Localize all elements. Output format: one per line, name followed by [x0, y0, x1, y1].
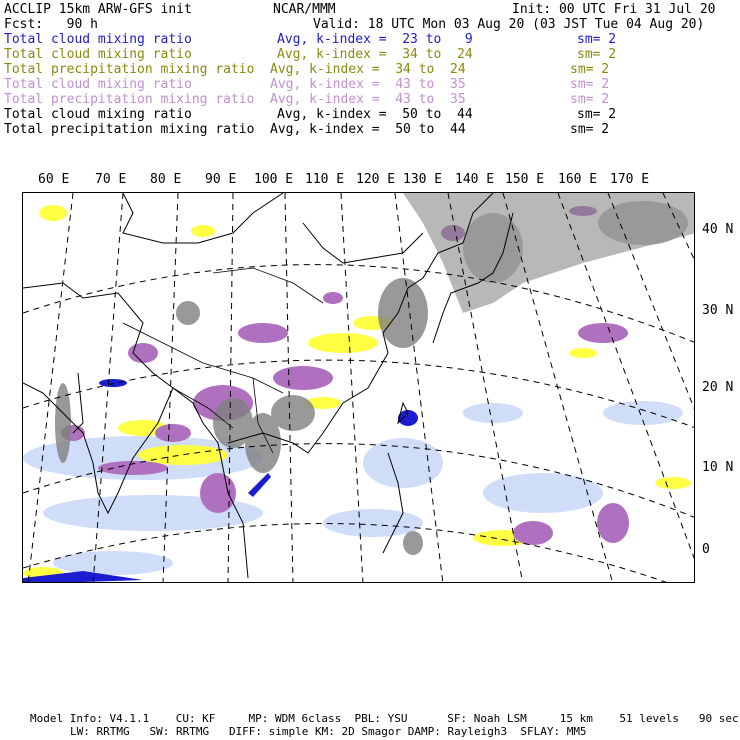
lon-label: 80 E — [150, 172, 182, 187]
legend-sm-0: sm= 2 — [577, 32, 617, 47]
legend-range-0: Avg, k-index = 23 to 9 — [277, 32, 473, 47]
model-title: ACCLIP 15km ARW-GFS init — [4, 2, 192, 17]
lat-label: 0 — [702, 542, 710, 557]
legend-sm-5: sm= 2 — [577, 107, 617, 122]
footer-model-info: Model Info: V4.1.1 CU: KF MP: WDM 6class PBL: YSU SF: Noah LSM 15 km 51 levels 90 sec — [30, 712, 739, 725]
valid-time: Valid: 18 UTC Mon 03 Aug 20 (03 JST Tue 04 Aug 20) — [313, 17, 705, 32]
legend-range-5: Avg, k-index = 50 to 44 — [277, 107, 473, 122]
lat-label: 40 N — [702, 222, 734, 237]
legend-sm-3: sm= 2 — [570, 77, 610, 92]
legend-range-2: Avg, k-index = 34 to 24 — [270, 62, 466, 77]
legend-range-6: Avg, k-index = 50 to 44 — [270, 122, 466, 137]
legend-field-2: Total precipitation mixing ratio — [4, 62, 255, 77]
lon-label: 90 E — [205, 172, 237, 187]
lon-label: 170 E — [610, 172, 650, 187]
legend-field-1: Total cloud mixing ratio — [4, 47, 192, 62]
lon-label: 150 E — [505, 172, 545, 187]
lon-label: 100 E — [254, 172, 294, 187]
lon-label: 140 E — [455, 172, 495, 187]
legend-sm-1: sm= 2 — [577, 47, 617, 62]
map-panel — [22, 192, 695, 583]
legend-field-4: Total precipitation mixing ratio — [4, 92, 255, 107]
lat-label: 10 N — [702, 460, 734, 475]
lon-label: 110 E — [305, 172, 345, 187]
legend-sm-6: sm= 2 — [570, 122, 610, 137]
legend-sm-4: sm= 2 — [570, 92, 610, 107]
forecast-hour: Fcst: 90 h — [4, 17, 98, 32]
org-label: NCAR/MMM — [273, 2, 336, 17]
lon-label: 120 E — [356, 172, 396, 187]
legend-range-3: Avg, k-index = 43 to 35 — [270, 77, 466, 92]
legend-field-6: Total precipitation mixing ratio — [4, 122, 255, 137]
lat-label: 20 N — [702, 380, 734, 395]
legend-range-4: Avg, k-index = 43 to 35 — [270, 92, 466, 107]
legend-range-1: Avg, k-index = 34 to 24 — [277, 47, 473, 62]
lat-label: 30 N — [702, 303, 734, 318]
footer-physics-info: LW: RRTMG SW: RRTMG DIFF: simple KM: 2D Smagor DAMP: Rayleigh3 SFLAY: MM5 — [70, 725, 587, 738]
legend-field-5: Total cloud mixing ratio — [4, 107, 192, 122]
legend-field-0: Total cloud mixing ratio — [4, 32, 192, 47]
legend-sm-2: sm= 2 — [570, 62, 610, 77]
lon-label: 160 E — [558, 172, 598, 187]
lon-label: 130 E — [403, 172, 443, 187]
lon-label: 70 E — [95, 172, 127, 187]
lon-label: 60 E — [38, 172, 70, 187]
init-time: Init: 00 UTC Fri 31 Jul 20 — [512, 2, 716, 17]
map-canvas — [23, 193, 695, 583]
legend-field-3: Total cloud mixing ratio — [4, 77, 192, 92]
